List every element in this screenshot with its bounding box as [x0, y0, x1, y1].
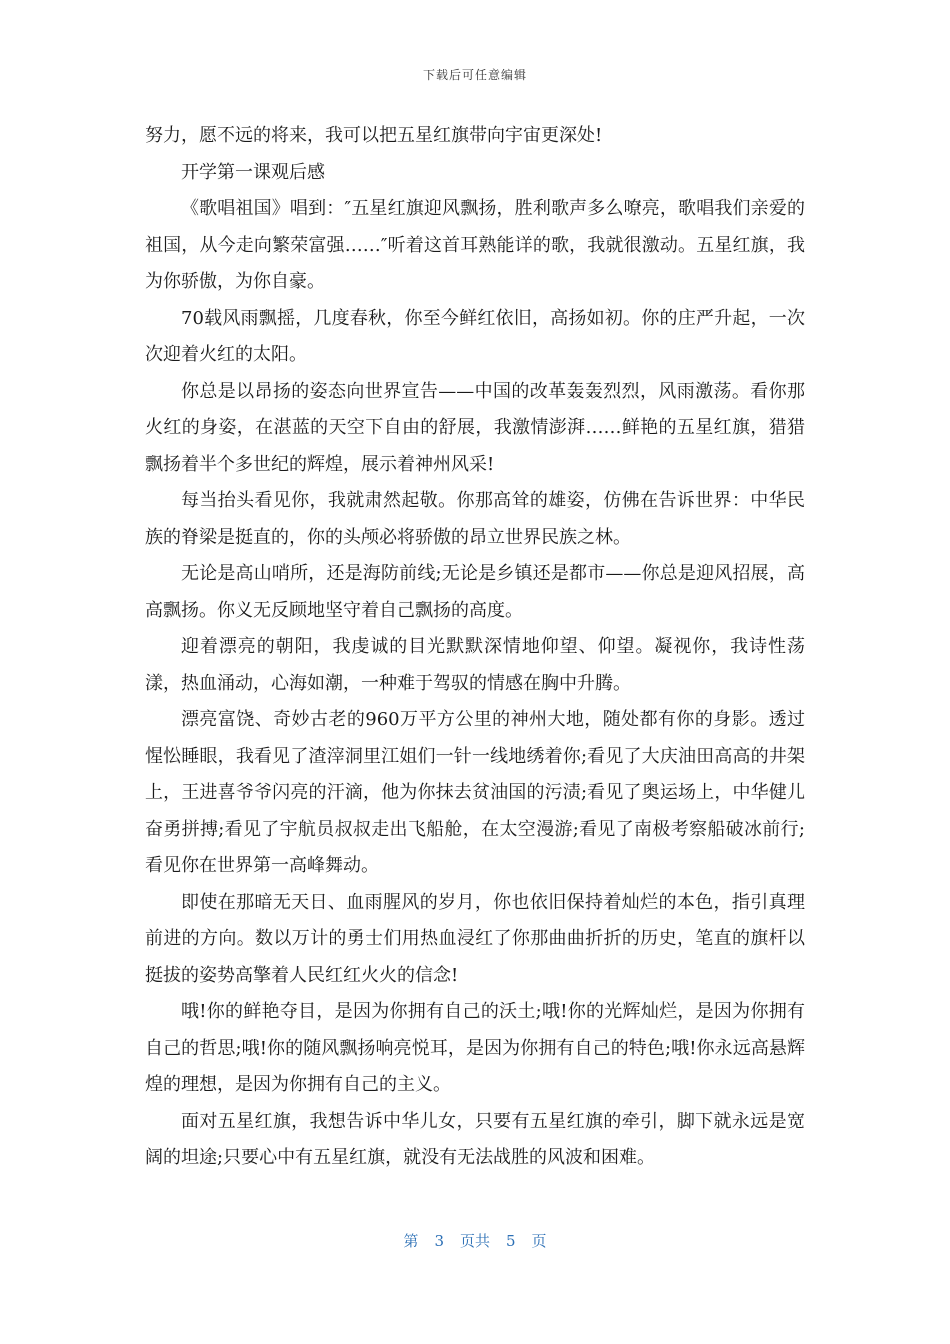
- paragraph: 面对五星红旗，我想告诉中华儿女，只要有五星红旗的牵引，脚下就永远是宽阔的坦途;只要心中有五星红旗，就没有无法战胜的风波和困难。: [145, 1110, 805, 1168]
- document-body: [145, 118, 805, 1177]
- page-label-prefix: 第: [403, 1232, 419, 1250]
- paragraph: 迎着漂亮的朝阳，我虔诚的目光默默深情地仰望、仰望。凝视你，我诗性荡漾，热血涌动，心海如潮，一种难于驾驭的情感在胸中升腾。: [145, 636, 805, 694]
- paragraph: 70载风雨飘摇，几度春秋，你至今鲜红依旧，高扬如初。你的庄严升起，一次次迎着火红的太阳。: [145, 307, 805, 365]
- paragraph-continuation: 努力，愿不远的将来，我可以把五星红旗带向宇宙更深处!: [145, 125, 603, 146]
- page-label-mid: 页共: [459, 1232, 490, 1250]
- total-page-count: 5: [506, 1232, 516, 1250]
- page-label-suffix: 页: [531, 1232, 547, 1250]
- paragraph: 哦!你的鲜艳夺目，是因为你拥有自己的沃土;哦!你的光辉灿烂，是因为你拥有自己的哲思;哦!你的随风飘扬响亮悦耳，是因为你拥有自己的特色;哦!你永远高悬辉煌的理想，是因为你拥有自己的主义。: [145, 1001, 805, 1095]
- header-note: 下载后可任意编辑: [422, 68, 527, 82]
- paragraph: 你总是以昂扬的姿态向世界宣告——中国的改革轰轰烈烈，风雨激荡。看你那火红的身姿，在湛蓝的天空下自由的舒展，我激情澎湃……鲜艳的五星红旗，猎猎飘扬着半个多世纪的辉煌，展示着神州风采!: [145, 380, 805, 475]
- section-title: 开学第一课观后感: [181, 161, 325, 183]
- paragraph: 漂亮富饶、奇妙古老的960万平方公里的神州大地，随处都有你的身影。透过惺忪睡眼，我看见了渣滓洞里江姐们一针一线地绣着你;看见了大庆油田高高的井架上，王进喜爷爷闪亮的汗滴，他为你抹去贫油国的污渍;看见了奥运场上，中华健儿奋勇拼搏;看见了宇航员叔叔走出飞船舱，在太空漫游;看见了南极考察船破冰前行;看见你在世界第一高峰舞动。: [145, 709, 805, 876]
- paragraph: 即使在那暗无天日、血雨腥风的岁月，你也依旧保持着灿烂的本色，指引真理前进的方向。数以万计的勇士们用热血浸红了你那曲曲折折的历史，笔直的旗杆以挺拔的姿势高擎着人民红红火火的信念!: [145, 891, 805, 986]
- page-number-footer: [0, 1230, 950, 1251]
- paragraph: 无论是高山哨所，还是海防前线;无论是乡镇还是都市——你总是迎风招展，高高飘扬。你义无反顾地坚守着自己飘扬的高度。: [145, 563, 805, 621]
- paragraph: 每当抬头看见你，我就肃然起敬。你那高耸的雄姿，仿佛在告诉世界：中华民族的脊梁是挺直的，你的头颅必将骄傲的昂立世界民族之林。: [145, 490, 805, 548]
- current-page-number: 3: [434, 1232, 444, 1250]
- paragraph: 《歌唱祖国》唱到：″五星红旗迎风飘扬，胜利歌声多么嘹亮，歌唱我们亲爱的祖国，从今走向繁荣富强……″听着这首耳熟能详的歌，我就很激动。五星红旗，我为你骄傲，为你自豪。: [145, 198, 805, 292]
